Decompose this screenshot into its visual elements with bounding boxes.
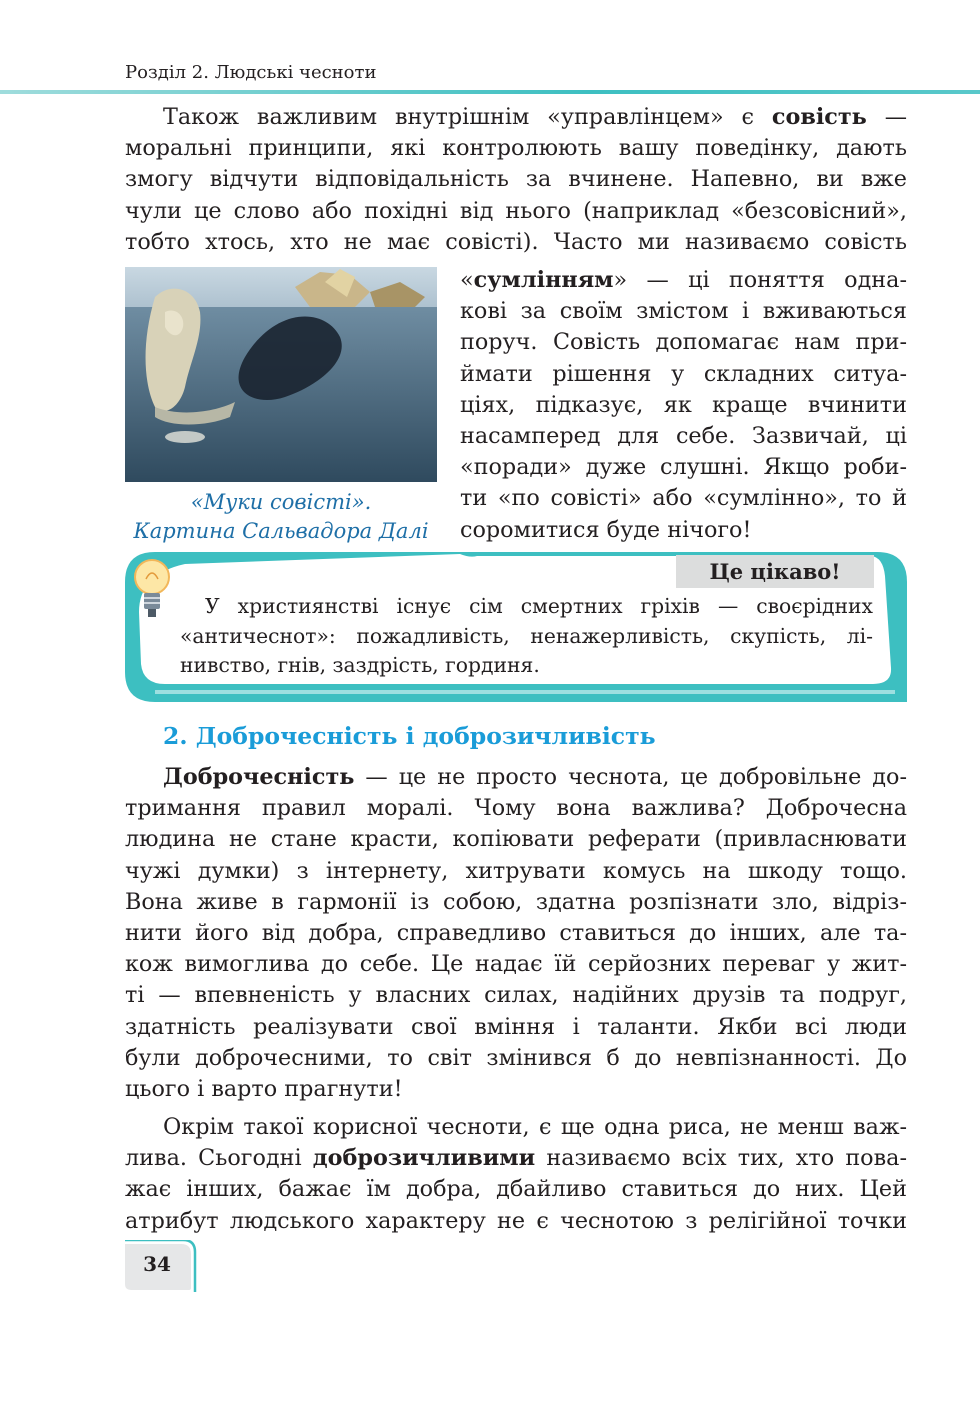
text-line: змогу відчути відповідальність за вчинене. Напевно, ви вже <box>125 166 907 193</box>
text-line: соромитися буде нічого! <box>460 516 752 543</box>
page-number: 34 <box>143 1252 171 1276</box>
text-line: Також важливим внутрішнім «управлінцем» є совість — <box>163 104 907 130</box>
kindness-paragraph <box>125 1112 907 1237</box>
painting-image <box>125 267 437 482</box>
caption-author: Картина Сальвадора Далі <box>133 519 429 543</box>
fact-box-text <box>180 592 873 681</box>
text-line: кові за своїм змістом і вживаються <box>460 298 907 325</box>
lightbulb-icon <box>130 557 174 627</box>
right-column-paragraph <box>460 265 907 546</box>
text-line: нивство, гнів, заздрість, гординя. <box>180 653 540 678</box>
text-line: ціях, підказує, як краще вчинити <box>460 391 907 418</box>
section-heading: 2. Доброчесність і доброзичливість <box>163 722 656 750</box>
text-line: атрибут людського характеру не є чеснотою з релігійної точки <box>125 1207 907 1234</box>
text-line: Вона живе в гармонії із собою, здатна розпізнати зло, відріз- <box>125 888 907 915</box>
text-line: лива. Сьогодні доброзичливими називаємо всіх тих, хто пова- <box>125 1145 907 1172</box>
text-line: насамперед для себе. Зазвичай, ці <box>460 423 907 450</box>
text-line: Доброчесність — це не просто чеснота, це добровільне до- <box>163 764 907 790</box>
fact-box-label: Це цікаво! <box>676 555 874 588</box>
text-line: тримання правил моралі. Чому вона важлива? Доброчесна <box>125 795 907 822</box>
text-line: цього і варто прагнути! <box>125 1076 403 1103</box>
text-line: були доброчесними, то світ змінився б до невпізнанності. До <box>125 1044 907 1071</box>
text-line: У християнстві існує сім смертних гріхів — своєрідних <box>205 594 873 618</box>
text-line: ймати рішення у складних ситуа- <box>460 360 907 387</box>
text-line: жає інших, бажає їм добра, дбайливо ставиться до них. Цей <box>125 1176 907 1203</box>
text-line: ти «по совісті» або «сумлінно», то й <box>460 485 907 512</box>
text-line: нити його від добра, справедливо ставиться до інших, але та- <box>125 920 907 947</box>
text-line: «поради» дуже слушні. Якщо роби- <box>460 454 907 481</box>
text-line: тобто хтось, хто не має совісті). Часто ми називаємо совість <box>125 228 907 255</box>
integrity-paragraph <box>125 762 907 1105</box>
text-line: моральні принципи, які контролюють вашу поведінку, дають <box>125 135 907 162</box>
text-line: чужі думки) з інтернету, хитрувати комусь на шкоду тощо. <box>125 857 907 884</box>
text-line: чули це слово або похідні від нього (наприклад «безсовісний», <box>125 197 907 224</box>
intro-paragraph <box>125 102 907 258</box>
text-line: ті — впевненість у власних силах, надійних друзів та подруг, <box>125 982 907 1009</box>
text-line: «античеснот»: пожадливість, ненажерливість, скупість, лі- <box>180 623 873 648</box>
text-line: Окрім такої корисної чесноти, є ще одна риса, не менш важ- <box>163 1114 907 1140</box>
text-line: людина не стане красти, копіювати реферати (привласнювати <box>125 826 907 853</box>
painting-caption <box>125 488 437 546</box>
text-line: здатність реалізувати свої вміння і таланти. Якби всі люди <box>125 1013 907 1040</box>
text-line: кож вимоглива до себе. Це надає їй серйозних переваг у жит- <box>125 951 907 978</box>
header-rule <box>0 90 980 94</box>
text-line: «сумлінням» — ці поняття одна- <box>460 267 907 293</box>
running-header: Розділ 2. Людські чесноти <box>125 62 377 83</box>
caption-title: «Муки совісті». <box>190 490 372 514</box>
text-line: поруч. Совість допомагає нам при- <box>460 329 907 356</box>
